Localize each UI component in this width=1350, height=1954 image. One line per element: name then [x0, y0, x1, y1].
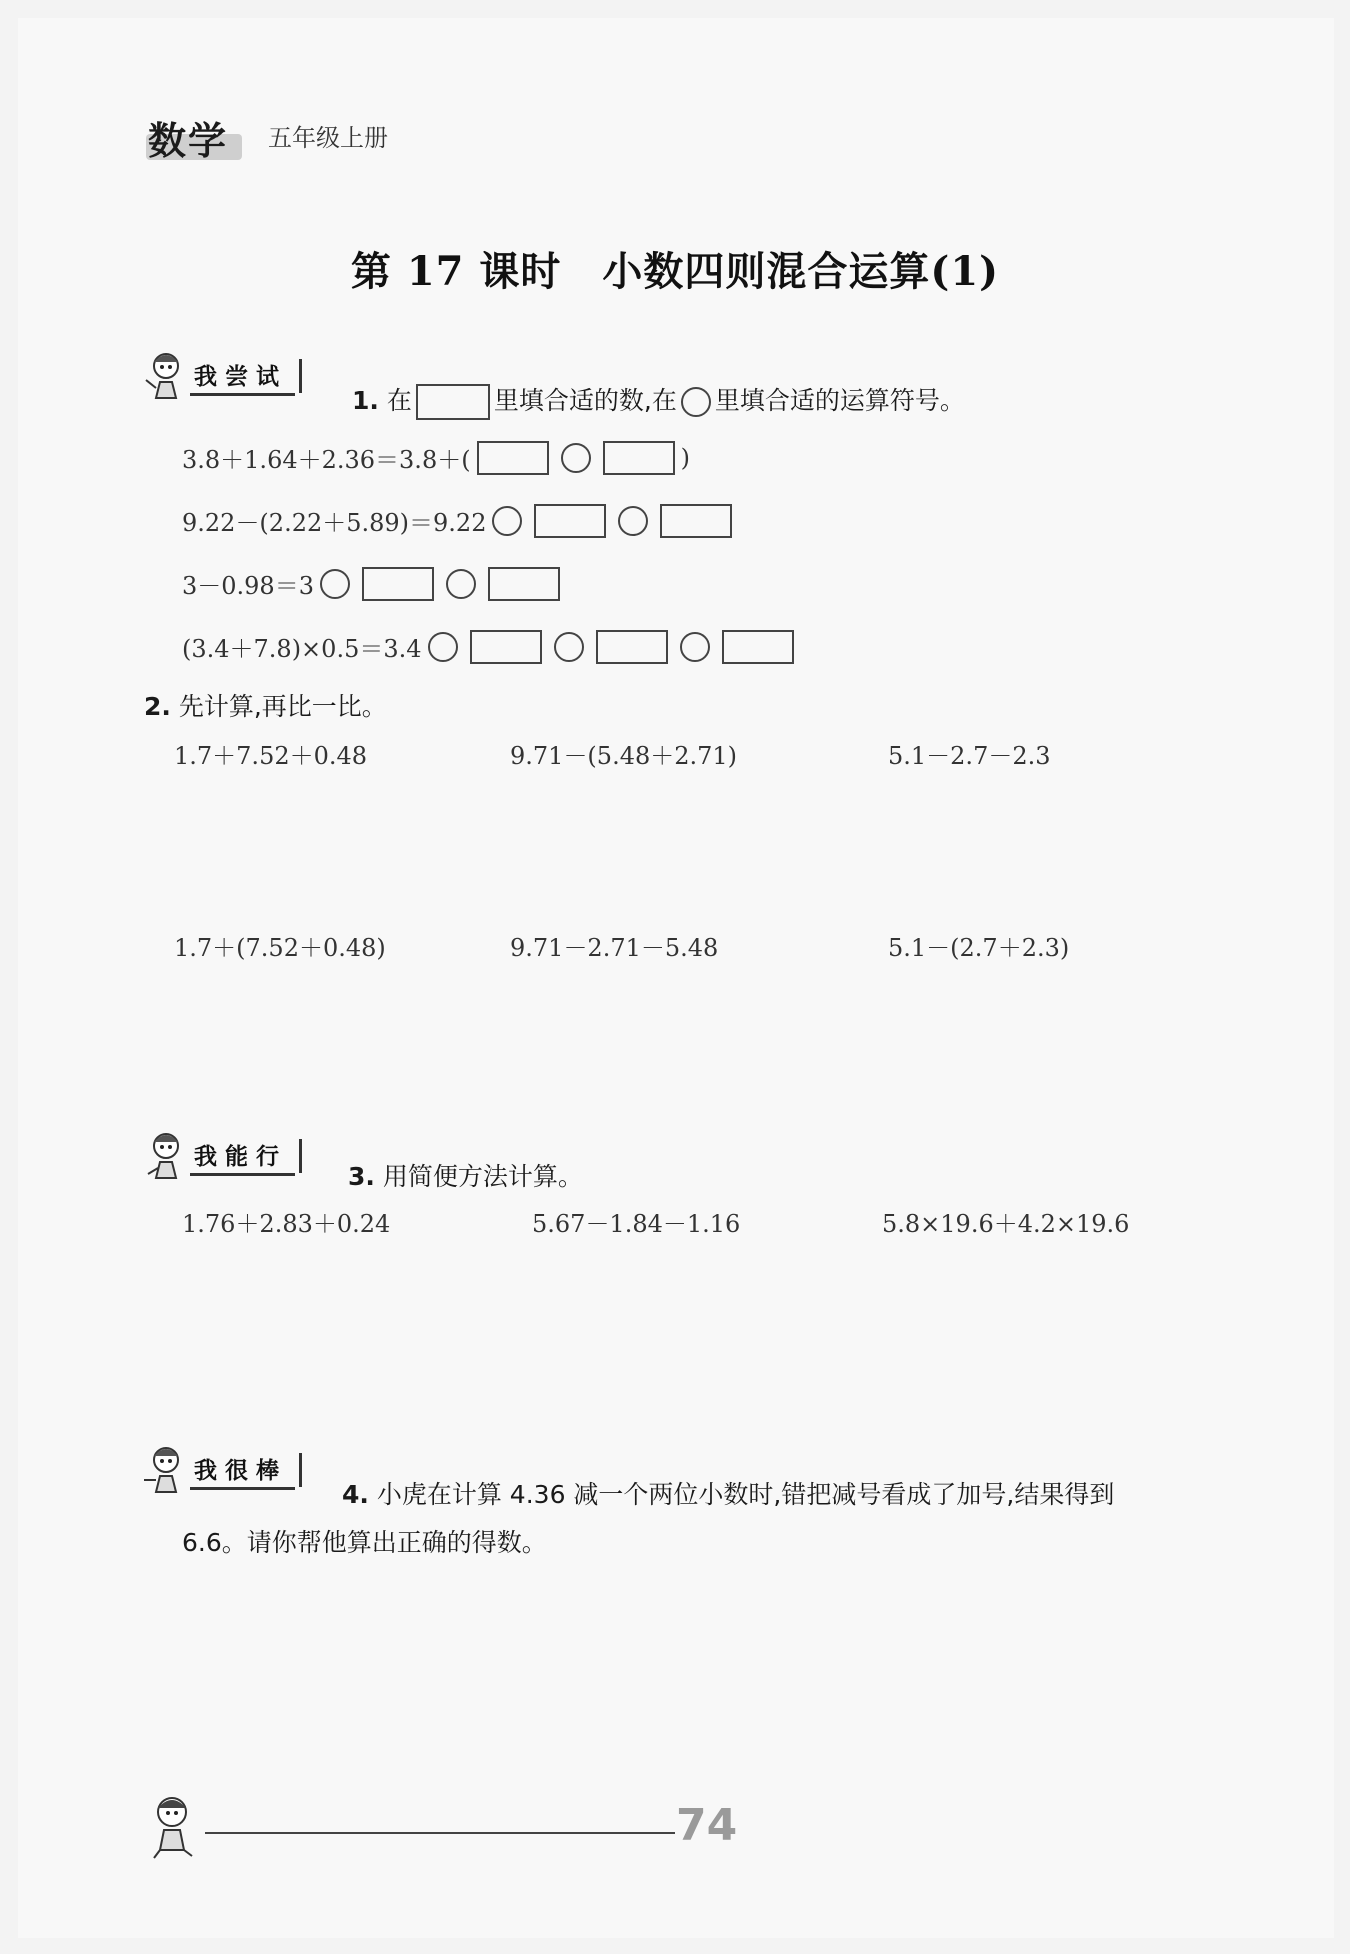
workbook-page: [18, 18, 1334, 1938]
q1-row-2-expr: 9.22－(2.22＋5.89)＝9.22: [182, 509, 487, 537]
mascot-footer-icon: [140, 1790, 210, 1860]
operator-circle[interactable]: [618, 506, 648, 536]
section-badge-try: [140, 348, 302, 404]
q2-number: 2.: [144, 692, 171, 721]
answer-box[interactable]: [362, 567, 434, 601]
q4-line-2: 6.6。请你帮他算出正确的得数。: [182, 1528, 547, 1557]
answer-box[interactable]: [470, 630, 542, 664]
tag-divider: [299, 1453, 302, 1487]
answer-box[interactable]: [722, 630, 794, 664]
q4-text-1: 小虎在计算 4.36 减一个两位小数时,错把减号看成了加号,结果得到: [376, 1480, 1115, 1509]
q1-text-c: 里填合适的运算符号。: [714, 386, 965, 415]
q1-row-1-close: ): [680, 443, 690, 472]
q3-instruction: [348, 1157, 583, 1193]
q1-instruction: [352, 381, 965, 420]
operator-circle[interactable]: [492, 506, 522, 536]
q2-expr: 9.71－(5.48＋2.71): [510, 742, 738, 770]
q2-text: 先计算,再比一比。: [178, 692, 387, 721]
q4-line-1: [342, 1475, 1114, 1511]
section-tag: 我尝试: [190, 356, 295, 396]
q2-expr: 5.1－2.7－2.3: [888, 742, 1051, 770]
q3-number: 3.: [348, 1162, 375, 1191]
q1-row-3-expr: 3－0.98＝3: [182, 572, 314, 600]
q2-expr: 9.71－2.71－5.48: [510, 934, 719, 962]
operator-circle[interactable]: [320, 569, 350, 599]
operator-circle[interactable]: [446, 569, 476, 599]
q1-text-a: 在: [386, 386, 412, 415]
grade-label: 五年级上册: [268, 124, 388, 152]
q1-row-1: [182, 440, 690, 475]
answer-box[interactable]: [477, 441, 549, 475]
answer-circle-sample: [681, 387, 711, 417]
tag-divider: [299, 359, 302, 393]
section-badge-can-do: [140, 1128, 302, 1184]
mascot-girl-icon: [140, 1442, 196, 1498]
q1-number: 1.: [352, 386, 379, 415]
mascot-girl-icon: [140, 1128, 196, 1184]
page-number: 74: [676, 1800, 738, 1851]
q1-row-1-expr: 3.8＋1.64＋2.36＝3.8＋(: [182, 446, 471, 474]
q3-expr: 1.76＋2.83＋0.24: [182, 1210, 391, 1238]
operator-circle[interactable]: [554, 632, 584, 662]
q1-row-3: [182, 566, 566, 601]
answer-box[interactable]: [603, 441, 675, 475]
mascot-girl-icon: [140, 348, 196, 404]
q1-row-4: [182, 629, 800, 664]
answer-box[interactable]: [534, 504, 606, 538]
q1-row-4-expr: (3.4＋7.8)×0.5＝3.4: [182, 635, 422, 663]
q2-expr: 1.7＋(7.52＋0.48): [174, 934, 386, 962]
answer-box[interactable]: [660, 504, 732, 538]
footer-rule: [205, 1832, 675, 1834]
q1-text-b: 里填合适的数,在: [493, 386, 677, 415]
operator-circle[interactable]: [561, 443, 591, 473]
q3-expr: 5.67－1.84－1.16: [532, 1210, 741, 1238]
answer-box-sample: [416, 384, 490, 420]
answer-box[interactable]: [596, 630, 668, 664]
q3-text: 用简便方法计算。: [382, 1162, 583, 1191]
q1-row-2: [182, 503, 738, 538]
operator-circle[interactable]: [680, 632, 710, 662]
q2-instruction: [144, 687, 387, 723]
q2-expr: 5.1－(2.7＋2.3): [888, 934, 1070, 962]
tag-divider: [299, 1139, 302, 1173]
answer-box[interactable]: [488, 567, 560, 601]
q4-number: 4.: [342, 1480, 369, 1509]
section-badge-great: [140, 1442, 302, 1498]
q2-expr: 1.7＋7.52＋0.48: [174, 742, 368, 770]
operator-circle[interactable]: [428, 632, 458, 662]
lesson-title: 第 17 课时 小数四则混合运算(1): [350, 248, 1000, 295]
section-tag: 我能行: [190, 1136, 295, 1176]
subject-label: 数学: [148, 119, 229, 163]
section-tag: 我很棒: [190, 1450, 295, 1490]
q3-expr: 5.8×19.6＋4.2×19.6: [882, 1210, 1130, 1238]
